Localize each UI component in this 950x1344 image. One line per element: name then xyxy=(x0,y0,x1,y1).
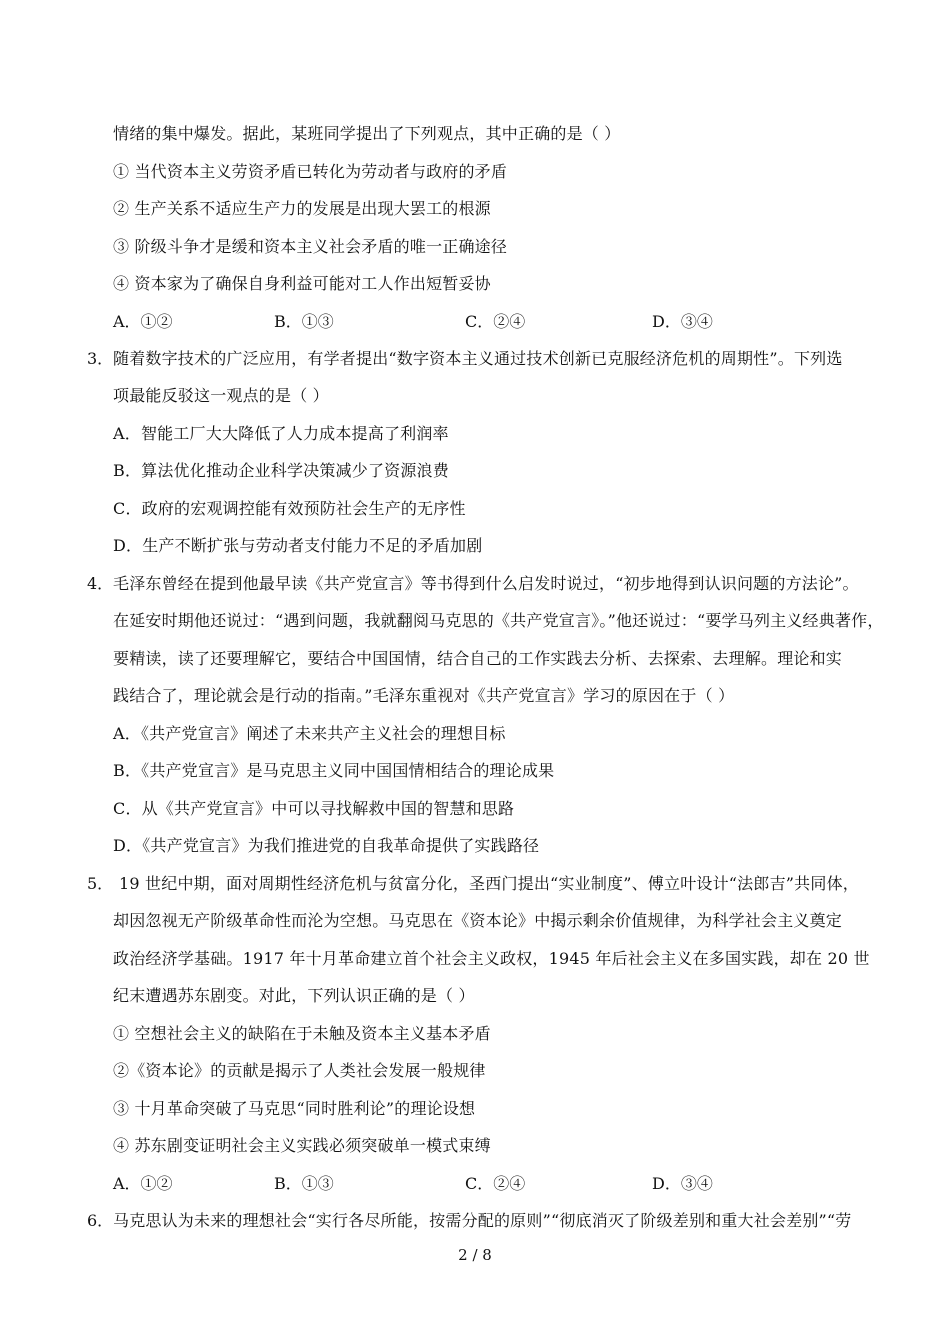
q3-option-c: C．政府的宏观调控能有效预防社会生产的无序性 xyxy=(113,499,466,518)
q2-item-1: ① 当代资本主义劳资矛盾已转化为劳动者与政府的矛盾 xyxy=(113,162,508,181)
q2-item-2: ② 生产关系不适应生产力的发展是出现大罢工的根源 xyxy=(113,199,491,218)
q4-stem-line-1: 毛泽东曾经在提到他最早读《共产党宣言》等书得到什么启发时说过，“初步地得到认识问题的方法论”。 xyxy=(113,574,859,593)
q5-item-3: ③ 十月革命突破了马克思“同时胜利论”的理论设想 xyxy=(113,1099,476,1118)
q3-stem-line-2: 项最能反驳这一观点的是（ ） xyxy=(113,386,329,405)
q5-number: 5． xyxy=(87,874,114,893)
q3-number: 3． xyxy=(87,349,114,368)
q5-stem-line-1: 19 世纪中期，面对周期性经济危机与贫富分化，圣西门提出“实业制度”、傅立叶设计“法郎吉”共同体， xyxy=(119,874,859,893)
q5-item-4: ④ 苏东剧变证明社会主义实践必须突破单一模式束缚 xyxy=(113,1136,491,1155)
q2-item-4: ④ 资本家为了确保自身利益可能对工人作出短暂妥协 xyxy=(113,274,491,293)
q4-option-b: B．《共产党宣言》是马克思主义同中国国情相结合的理论成果 xyxy=(113,761,555,780)
q2-option-c: C．②④ xyxy=(465,312,526,331)
q5-options xyxy=(113,1174,733,1194)
q2-item-3: ③ 阶级斗争才是缓和资本主义社会矛盾的唯一正确途径 xyxy=(113,237,508,256)
q4-stem-line-4: 践结合了，理论就会是行动的指南。”毛泽东重视对《共产党宣言》学习的原因在于（ ） xyxy=(113,686,735,705)
q4-number: 4． xyxy=(87,574,114,593)
q5-option-b: B．①③ xyxy=(274,1174,334,1193)
q3-stem-line-1: 随着数字技术的广泛应用，有学者提出“数字资本主义通过技术创新已克服经济危机的周期性”。下列选 xyxy=(113,349,843,368)
q2-option-b: B．①③ xyxy=(274,312,334,331)
q4-option-c: C．从《共产党宣言》中可以寻找解救中国的智慧和思路 xyxy=(113,799,515,818)
q2-option-a: A．①② xyxy=(113,312,173,331)
q3-option-a: A．智能工厂大大降低了人力成本提高了利润率 xyxy=(113,424,449,443)
q4-stem-line-2: 在延安时期他还说过：“遇到问题，我就翻阅马克思的《共产党宣言》。”他还说过：“要学马列主义经典著作， xyxy=(113,611,884,630)
q3-option-d: D．生产不断扩张与劳动者支付能力不足的矛盾加剧 xyxy=(113,536,483,555)
q6-number: 6． xyxy=(87,1211,114,1230)
q5-stem-line-2: 却因忽视无产阶级革命性而沦为空想。马克思在《资本论》中揭示剩余价值规律，为科学社会主义奠定 xyxy=(113,911,843,930)
q2-stem: 情绪的集中爆发。据此，某班同学提出了下列观点，其中正确的是（ ） xyxy=(113,124,621,143)
q5-option-c: C．②④ xyxy=(465,1174,526,1193)
q5-stem-line-4: 纪末遭遇苏东剧变。对此，下列认识正确的是（ ） xyxy=(113,986,475,1005)
q5-item-1: ① 空想社会主义的缺陷在于未触及资本主义基本矛盾 xyxy=(113,1024,491,1043)
q5-option-d: D．③④ xyxy=(652,1174,713,1193)
q4-stem-line-3: 要精读，读了还要理解它，要结合中国国情，结合自己的工作实践去分析、去探索、去理解。理论和实 xyxy=(113,649,843,668)
q2-options xyxy=(113,312,733,332)
q4-option-a: A．《共产党宣言》阐述了未来共产主义社会的理想目标 xyxy=(113,724,506,743)
q4-option-d: D．《共产党宣言》为我们推进党的自我革命提供了实践路径 xyxy=(113,836,540,855)
q5-option-a: A．①② xyxy=(113,1174,173,1193)
q5-stem-line-3: 政治经济学基础。1917 年十月革命建立首个社会主义政权，1945 年后社会主义在多国实践，却在 20 世 xyxy=(113,949,870,968)
q5-item-2: ②《资本论》的贡献是揭示了人类社会发展一般规律 xyxy=(113,1061,486,1080)
page-number: 2 / 8 xyxy=(458,1246,492,1264)
q6-stem-line-1: 马克思认为未来的理想社会“实行各尽所能，按需分配的原则”“彻底消灭了阶级差别和重大社会差别”“劳 xyxy=(113,1211,852,1230)
q2-option-d: D．③④ xyxy=(652,312,713,331)
q3-option-b: B．算法优化推动企业科学决策减少了资源浪费 xyxy=(113,461,449,480)
